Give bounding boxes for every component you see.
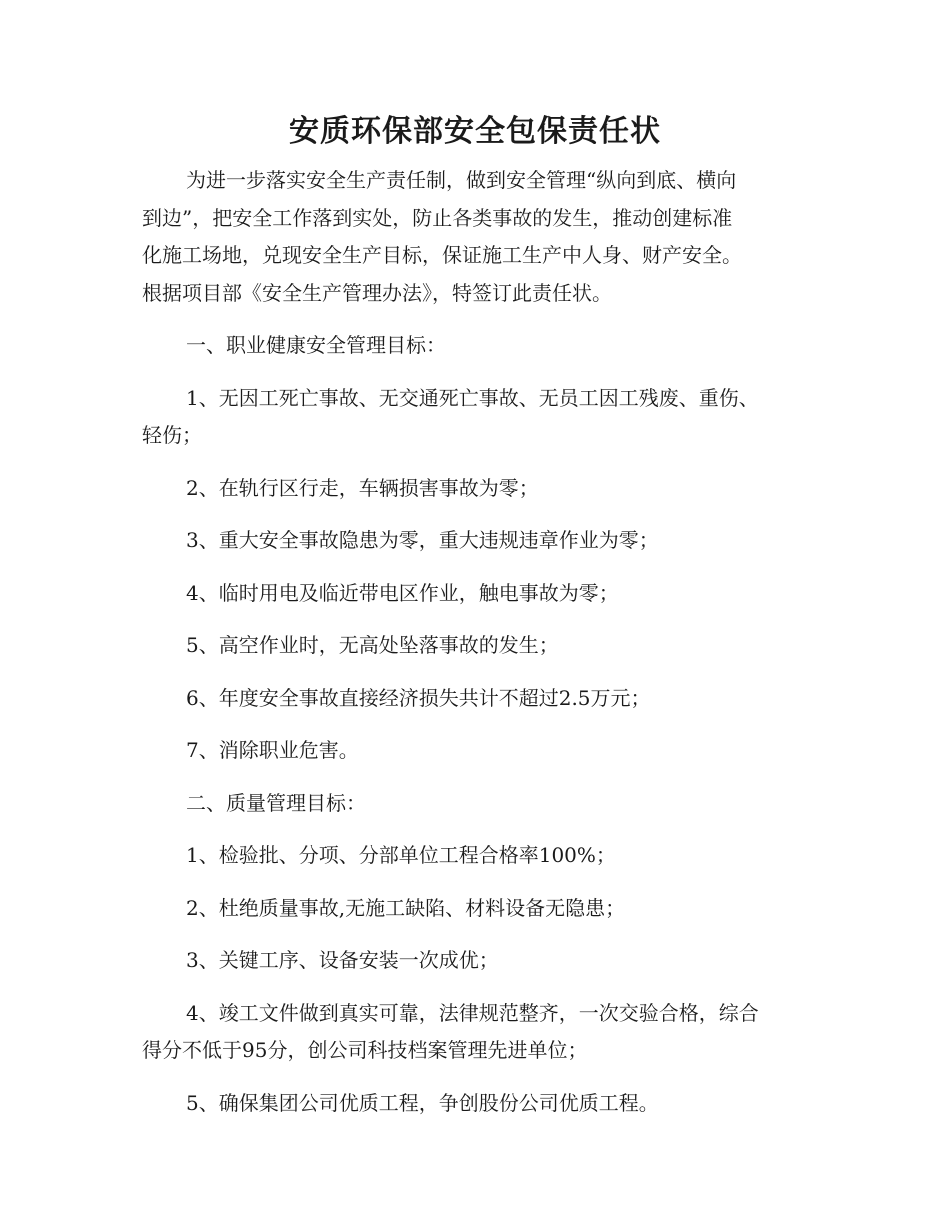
- document-title: 安质环保部安全包保责任状: [289, 114, 661, 149]
- safety-goal-4: 4、临时用电及临近带电区作业，触电事故为零；: [186, 580, 619, 605]
- quality-goal-1: 1、检验批、分项、分部单位工程合格率100%；: [186, 843, 616, 867]
- intro-line-4: 根据项目部《安全生产管理办法》，特签订此责任状。: [142, 280, 612, 305]
- intro-line-1: 为进一步落实安全生产责任制，做到安全管理“纵向到底、横向: [186, 168, 737, 192]
- intro-line-2: 到边”，把安全工作落到实处，防止各类事故的发生，推动创建标准: [142, 205, 733, 230]
- safety-goal-5: 5、高空作业时，无高处坠落事故的发生；: [186, 633, 559, 657]
- section-2-heading: 二、质量管理目标：: [186, 790, 366, 815]
- quality-goal-2: 2、杜绝质量事故,无施工缺陷、材料设备无隐患；: [186, 895, 626, 920]
- safety-goal-2: 2、在轨行区行走，车辆损害事故为零；: [186, 475, 539, 500]
- safety-goal-7: 7、消除职业危害。: [186, 738, 359, 762]
- safety-goal-3: 3、重大安全事故隐患为零，重大违规违章作业为零；: [186, 528, 659, 552]
- safety-goal-6: 6、年度安全事故直接经济损失共计不超过2.5万元；: [186, 685, 651, 710]
- document-body: [142, 162, 808, 1122]
- section-1-heading: 一、职业健康安全管理目标：: [186, 333, 446, 357]
- quality-goal-5: 5、确保集团公司优质工程，争创股份公司优质工程。: [186, 1090, 659, 1115]
- quality-goal-4: 4、竣工文件做到真实可靠，法律规范整齐，一次交验合格，综合: [186, 1000, 759, 1025]
- quality-goal-4-continued: 得分不低于95分，创公司科技档案管理先进单位；: [142, 1038, 588, 1062]
- intro-line-3: 化施工场地，兑现安全生产目标，保证施工生产中人身、财产安全。: [142, 243, 742, 267]
- quality-goal-3: 3、关键工序、设备安装一次成优；: [186, 948, 499, 972]
- safety-goal-1-continued: 轻伤；: [142, 423, 202, 447]
- safety-goal-1: 1、无因工死亡事故、无交通死亡事故、无员工因工残废、重伤、: [186, 385, 759, 410]
